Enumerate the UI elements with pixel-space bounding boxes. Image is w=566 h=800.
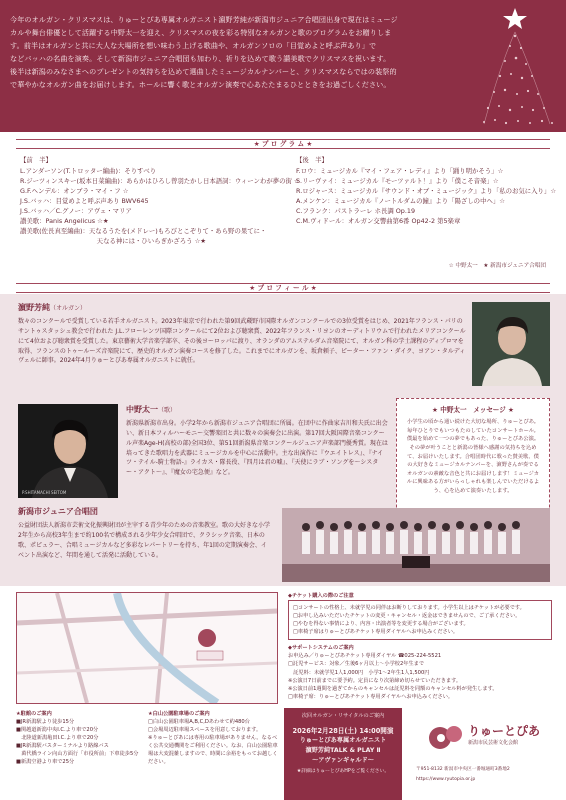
support-line: ※公演日前1週間を過ぎてからのキャンセルは託児料を同額のキャンセル料が発生します。 xyxy=(288,685,498,692)
program-item: 讃美歌：Panis Angelicus ☆★ xyxy=(20,216,109,225)
access-line: 萬代橋ライン向山方面行「市役所前」下車徒歩5分 xyxy=(16,751,139,758)
ticket-notes xyxy=(288,592,552,701)
parking-line: □白山公園駐車場A,B,C,Dあわせて約480台 xyxy=(148,719,250,726)
parking-line: ※りゅーとぴあには専用の駐車場がありません。なるべく公共交通機関をご利用ください。なお、白山公園駐車場は大変混雑しますので、時間に余裕をもってお越しください。 xyxy=(148,735,278,766)
venue-logo-text: りゅーとぴあ xyxy=(468,724,541,738)
program-item: C.M.ヴィドール：オルガン交響曲第6番 Op42-2 第5楽章 xyxy=(296,216,461,225)
access-line: ■JR新潟駅より徒歩15分 xyxy=(16,719,75,726)
artist-role: （歌） xyxy=(158,407,177,414)
artist-name-text: 濵野芳純 xyxy=(18,303,50,312)
portrait-icon xyxy=(18,404,118,498)
profile-nakano xyxy=(126,404,390,478)
support-line: ※公演日7日前までに要予約。定員になり次第締め切らせていただきます。 xyxy=(288,677,462,684)
ticket-note: □コンサートの性格上、未就学児の同伴はお断りしております。小学生以上はチケットが必要です。 xyxy=(293,605,525,612)
access-map xyxy=(16,592,278,704)
intro-text xyxy=(10,14,470,91)
next-concert-title: 濵野芳純TALK & PLAY Ⅱ xyxy=(305,746,381,754)
parking-title: ★白山公園駐車場のご案内 xyxy=(148,711,210,717)
hamano-photo xyxy=(472,302,550,386)
next-concert-pre: 次回オルガン・リサイタルのご案内 xyxy=(301,713,385,719)
choir-photo xyxy=(282,508,550,582)
access-line: ■JR新潟駅バスターミナルより路線バス xyxy=(16,743,109,750)
artist-bio: 数々のコンクールで受賞している若手オルガニスト。2023年東京で行われた第9回武蔵野市国際オルガンコンクールでの3位受賞をはじめ、2021年フランス・パリのサントゥスタッシュ教会で行われた J.L.フローレンツ国際コンクールにて2位および聴衆賞、2022年フランス・リヨンのオーディトリウムで行われたメリアコンクールにて4位および聴衆賞を受賞した。東京藝術大学音楽学部卒、その後ヨーロッパに渡り、オランダのアムステルダム音楽院にて、オルガン科の学士課程のディプロマを取得、フランスのトゥールーズ音楽院にて、歴史的オルガン演奏コースを修了した。これまでにオルガンを、坂倉頼子、ピーター・ファン・ダイク、ヨアン・タルディヴェルに師事。2024年4月りゅーとぴあ専属オルガニストに就任。 xyxy=(18,318,466,365)
program-item: G.F.ヘンデル：オンブラ・マイ・フ ☆ xyxy=(20,186,129,195)
program-first-half xyxy=(20,156,300,247)
venue-block xyxy=(406,708,566,800)
artist-role: （オルガン） xyxy=(50,305,87,312)
program-item: J.S.バッハ：目覚めよと呼ぶ声あり BWV645 xyxy=(20,196,149,205)
intro-line: などバッハの名曲を演奏。そして新潟市ジュニア合唱団も加わり、祈りを込めて歌う讃美歌でクリスマスを祝います。 xyxy=(10,53,391,63)
intro-line: で華やかなオルガン曲をお届けします。ホールに響く歌とオルガン演奏で心あたたまるひとときをお過ごしください。 xyxy=(10,79,391,89)
ticket-notes-title: ◆チケット購入の際のご注意 xyxy=(288,593,354,599)
christmas-tree-icon xyxy=(470,6,560,128)
intro-line: 後半は新潟のみなさまへのプレゼントの気持ちを込めて選曲したミュージカルナンバーと、クリスマスならではの装祭的 xyxy=(10,66,397,76)
venue-address: 〒951-8132 新潟市中央区一番堀通町3番地2 xyxy=(416,767,510,772)
support-line: □託児サービス：対象／生後6ヶ月以上〜小学校2年生まで xyxy=(288,661,425,668)
profile-hamano xyxy=(18,302,466,366)
message-title: ★ 中野太一 メッセージ ★ xyxy=(432,406,514,414)
program-item: C.フランク：パストラーレ ホ長調 Op.19 xyxy=(296,206,416,215)
program-credits: ☆ 中野太一 ★ 新潟市ジュニア合唱団 xyxy=(448,263,546,269)
program-item: R.ロジャース：ミュージカル『サウンド・オブ・ミュージック』より「私のお気に入り」☆ xyxy=(296,186,557,195)
venue-url[interactable]: https://www.ryutopia.or.jp xyxy=(416,777,476,782)
intro-line: す。前半はオルガンと共に大人な大場所を想い味わう上げる歌曲や、オルガンソロの「目覚めよと呼ぶ声あり」で xyxy=(10,40,377,50)
parking-line: □会場周辺駐車場スペースを用意しております。 xyxy=(148,727,262,734)
support-line: 託児料：未就学児1人1,000円 小学1〜2年生1人1,500円 xyxy=(288,669,430,676)
ticket-notes-box xyxy=(288,600,552,640)
next-concert-date: 2026年2月28日(土) 14:00開演 xyxy=(292,727,394,736)
artist-name-text: 中野太一 xyxy=(126,405,158,414)
program-item: L.アンダーソン(T.トロッター編曲)：そりすべり xyxy=(20,166,157,175)
program-item: F.ロウ：ミュージカル『マイ・フェア・レディ』より「踊り明かそう」☆ xyxy=(296,166,504,175)
ticket-note: □お申し込みいただいたチケットの変更・キャンセル・返金はできませんので、ご了承ください。 xyxy=(293,613,521,620)
intro-line: カルや舞台俳優として活躍する中野太一を迎え、クリスマスの夜を彩る特別なオルガンと歌のプログラムをお贈りしま xyxy=(10,27,392,37)
parking-info xyxy=(148,710,280,766)
map-icon xyxy=(17,593,277,703)
profile-junior-choir xyxy=(18,506,270,560)
program-item: R.ジーツィンスキー(坂本日菜編曲)：あらかはひろし曾羽たかし日本語詞：ウィーンわが夢の街 ☆ xyxy=(20,176,300,185)
choir-bio: 公益財団法人新潟市芸術文化振興財団が主宰する青少年のための音楽教室。歌の大好きな小学2年生から高校3年生まで約100名で構成される少年少女合唱団で、クラシック音楽、日本の歌、ポピュラー、合唱ミュージカルなど多彩なレパートリーを持ち、年1回の定期演奏会、イベント出演など、年間を通して活発に活動している。 xyxy=(18,522,271,559)
next-concert-note: ★詳細はりゅーとぴあHPをご覧ください。 xyxy=(296,769,390,775)
message-body: 小学生の頃から通い続けた大切な場所、りゅーとぴあ。毎年ひとりでもいつもたのしていたコンサートホール。僕最を始めて一つの夢でもあった、りゅーとぴあ公演。その夢が叶うことと新潟の皆様へ感謝の気持ちを込めて、お届けいたします。合唱団時代に歌った賛美歌、僕の大好きなミュージカルナンバーを、濵野さんが奏でるオルガンの素敵な音色と共にお届けします！ミュージカルに興味ある方がいらっしゃれも楽しんでいただけるよう、心を込めて演奏いたします。 xyxy=(406,419,540,494)
next-concert-series: りゅーとぴあ専属オルガニスト xyxy=(299,737,387,745)
access-line: ■新潟空港より車で25分 xyxy=(16,759,75,766)
program-second-half xyxy=(296,156,557,227)
next-concert-subtitle: ～アヴァンギャルド～ xyxy=(312,756,374,764)
venue-sub: 新潟市民芸術文化会館 xyxy=(468,740,519,746)
second-half-caption: 【後 半】 xyxy=(296,156,328,164)
program-header: ★ プ ロ グ ラ ム ★ xyxy=(16,139,550,149)
access-title: ★駐館のご案内 xyxy=(16,711,52,717)
intro-banner xyxy=(0,0,566,132)
program-item: 天なる神には・ひいらぎかざろう ☆★ xyxy=(20,236,207,245)
program-item: 讃美歌(佐長真至編曲)：天なるうたを(メドレー)もろびとこぞりて・あら野の果てに・ xyxy=(20,226,267,235)
portrait-icon xyxy=(472,302,550,386)
ticket-note: □やむを得ない事情により、内容・出演者等を変更する場合がございます。 xyxy=(293,621,469,628)
choir-group-icon xyxy=(282,508,550,582)
support-line: お申込み／りゅーとぴあチケット専用ダイヤル ☎025-224-5521 xyxy=(288,653,442,660)
support-title: ◆サポートシステムのご案内 xyxy=(288,645,354,652)
intro-line: 今年のオルガン・クリスマスは、りゅーとぴあ専属オルガニスト濵野芳純が新潟市ジュニア合唱団出身で現在はミュージ xyxy=(10,15,398,24)
venue-logo-icon xyxy=(428,722,464,752)
access-info xyxy=(16,710,144,766)
nakano-photo xyxy=(18,404,118,498)
choir-name: 新潟市ジュニア合唱団 xyxy=(18,507,98,516)
ticket-note: □車椅子席はりゅーとぴあチケット専用ダイヤルへお申込みください。 xyxy=(293,629,459,636)
program-item: J.S.バッハ／C.グノー：アヴェ・マリア xyxy=(20,206,132,215)
artist-name xyxy=(126,404,390,416)
photo-credit: P.SHITAMACHI SEITOM xyxy=(22,489,67,495)
first-half-caption: 【前 半】 xyxy=(20,156,52,164)
access-line: ■関越道新潟中央I.C.より車で20分 xyxy=(16,727,99,734)
artist-bio: 新潟県新潟市出身。小学2年から新潟市ジュニア合唱団に所属。在団中に作曲家吉川和夫氏に出会い、新日本フィルハーモニー交響楽団と共に数々の演奏会に出演。第17回大阪国際音楽コンクール声楽Age-H(高校の部)全国3位、第51回新潟県音楽コンクールジュニア声楽部門優秀賞。現在は培ってきた歌唱力を武器にミュージカルを中心に活動中。主な出演作に『ウエイトレス』、『ナイツ・テイル-騎士物語-』ライカス・隊長役、『四月は君の嘘』、『天使にラブ・ソングを〜シスター・アクト〜』、『魔女の宅急便』など。 xyxy=(126,420,388,476)
profile-header: ★ プ ロ フ ィ ー ル ★ xyxy=(16,283,550,293)
support-line: □車椅子席：りゅーとぴあチケット専用ダイヤルへお申込みください。 xyxy=(288,693,454,700)
program-item: A.メンケン：ミュージカル『ノートルダムの鐘』より「陽ざしの中へ」☆ xyxy=(296,196,505,205)
program-item: S.リーヴァイ：ミュージカル『モーツァルト！』より「僕こそ音楽」☆ xyxy=(296,176,499,185)
next-concert-banner xyxy=(284,708,402,800)
artist-name xyxy=(18,302,466,314)
access-line: 北陸道新潟亀田I.C.より車で20分 xyxy=(16,735,99,742)
